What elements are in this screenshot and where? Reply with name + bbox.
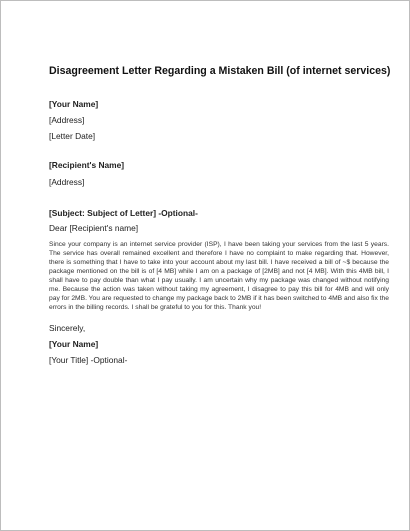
letter-date: [Letter Date] <box>49 131 96 141</box>
sender-address: [Address] <box>49 115 85 125</box>
recipient-name: [Recipient's Name] <box>49 160 125 170</box>
closing: Sincerely, <box>49 323 86 333</box>
signature-name: [Your Name] <box>49 339 99 349</box>
subject-line: [Subject: Subject of Letter] -Optional- <box>49 208 198 218</box>
salutation: Dear [Recipient's name] <box>49 223 139 233</box>
letter-body: Since your company is an internet service provider (ISP), I have been taking your services from the last 5 years. The service has overall remained excellent and therefore I have no complaint to make regarding that. However, there is something that I have to take into your account about my last bill. I have received a bill of ~$ because the package mentioned on the bill is of [4 MB] while I am on a package of [2MB] and not [4 MB]. With this 4MB bill, I shall have to pay double than what I pay usually. I am uncertain why my package was changed without notifying me. Because the action was taken without taking my agreement, I disagree to pay this bill for 4MB and will only pay for 2MB. You are requested to change my package back to 2MB if it has been switched to 4MB and also fix the errors in the billing records. I shall be grateful to you for this. Thank you! <box>49 241 389 312</box>
recipient-address: [Address] <box>49 177 85 187</box>
sender-name: [Your Name] <box>49 99 99 109</box>
letter-title: Disagreement Letter Regarding a Mistaken Bill (of internet services) <box>49 65 391 77</box>
signature-title: [Your Title] -Optional- <box>49 355 128 365</box>
